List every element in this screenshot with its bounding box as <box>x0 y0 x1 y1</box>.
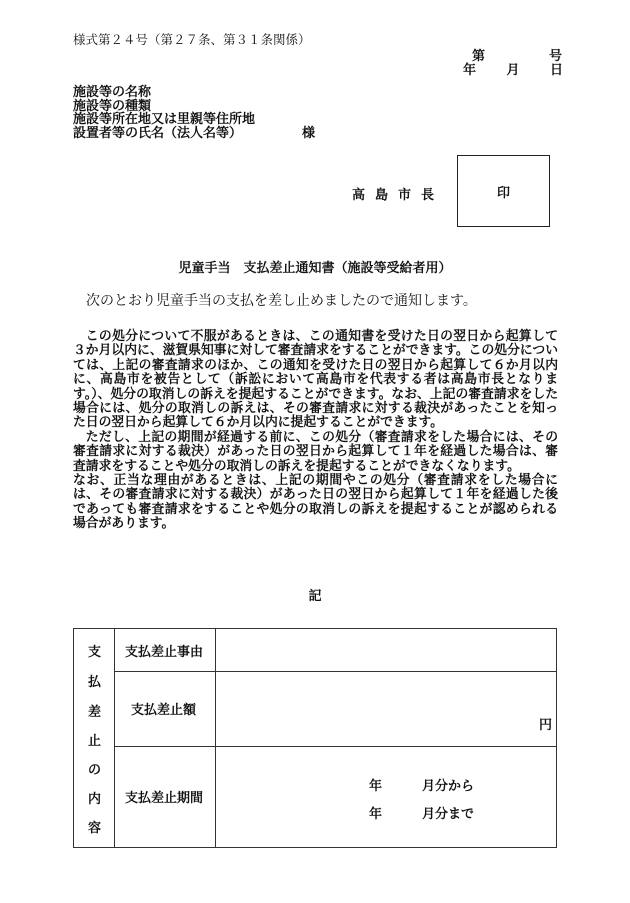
suspension-details-table <box>73 628 557 848</box>
amount-unit: 円 <box>538 718 552 733</box>
period-from-year: 年 <box>369 779 383 794</box>
seal-mark: 印 <box>496 185 510 201</box>
addressee-line: 施設等の名称 <box>73 85 152 100</box>
addressee-line: 施設等所在地又は里親等住所地 <box>73 112 256 127</box>
vertical-char: 止 <box>87 734 101 749</box>
period-from-month: 月分から <box>422 779 475 794</box>
honorific: 様 <box>302 125 316 141</box>
ki-mark: 記 <box>308 589 322 604</box>
issue-date <box>463 59 563 78</box>
vertical-char: 払 <box>87 675 101 690</box>
amount-label: 支払差止額 <box>115 671 216 746</box>
reason-value[interactable] <box>216 629 556 671</box>
appeal-notice <box>73 330 558 532</box>
ref-prefix: 第 <box>472 49 486 64</box>
addressee-block <box>73 86 315 140</box>
vertical-char: 容 <box>87 821 101 836</box>
amount-value[interactable] <box>216 671 556 746</box>
lead-sentence: 次のとおり児童手当の支払を差し止めましたので通知します。 <box>86 293 477 309</box>
vertical-char: の <box>87 763 101 778</box>
form-number: 様式第２４号（第２７条、第３１条関係） <box>73 32 311 47</box>
reason-label: 支払差止事由 <box>115 629 216 671</box>
notice-paragraph: この処分について不服があるときは、この通知書を受けた日の翌日から起算して３か月以内に、滋賀県知事に対して審査請求をすることができます。この処分については、上記の審査請求のほか、この通知を受けた日の翌日から起算して６か月以内に、高島市を被告として（訴訟において高島市を代表する者は高島市長となります。）、処分の取消しの訴えを提起することができます。なお、上記の審査請求をした場合には、処分の取消しの訴えは、その審査請求に対する裁決があったことを知った日の翌日から起算して６か月以内に提起することができます。 <box>73 329 559 431</box>
date-year: 年 <box>463 63 477 78</box>
date-month: 月 <box>506 63 520 78</box>
issuer-title: 高島市長 <box>352 188 445 203</box>
notice-paragraph: ただし、上記の期間が経過する前に、この処分（審査請求をした場合には、その審査請求に対する裁決）があった日の翌日から起算して１年を経過した場合は、審査請求をすることや処分の取消しの訴えを提起することができなくなります。 <box>73 429 558 474</box>
vertical-char: 支 <box>87 645 101 660</box>
date-day: 日 <box>549 63 563 78</box>
period-value[interactable] <box>216 746 556 847</box>
period-to-year: 年 <box>369 807 383 822</box>
seal-box <box>457 155 550 227</box>
period-to-month: 月分まで <box>422 807 475 822</box>
vertical-char: 差 <box>87 705 101 720</box>
notice-paragraph: なお、正当な理由があるときは、上記の期間やこの処分（審査請求をした場合には、その審査請求に対する裁決）があった日の翌日から起算して１年を経過した後であっても審査請求をすることや処分の取消しの訴えを提起することが認められる場合があります。 <box>73 473 558 532</box>
document-title: 児童手当 支払差止通知書（施設等受給者用） <box>178 261 452 276</box>
addressee-line: 設置者等の氏名（法人名等） 様 <box>73 125 316 141</box>
period-label: 支払差止期間 <box>115 746 216 847</box>
vertical-char: 内 <box>87 792 101 807</box>
addressee-line: 施設等の種類 <box>73 98 152 114</box>
ref-suffix: 号 <box>548 49 562 64</box>
vertical-label <box>74 629 115 847</box>
